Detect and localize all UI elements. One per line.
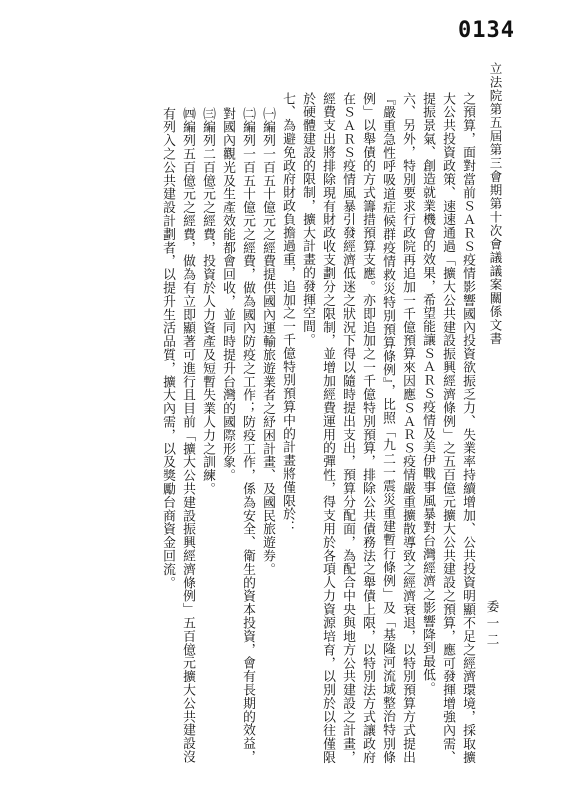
running-header-ref: 委一二 (485, 600, 500, 650)
paragraph-item-7: 七、為避免政府財政負擔過重，追加之一千億特別預算中的計畫將僅限於： (280, 92, 295, 535)
paragraph-subitem-1: ㈠編列一百五十億元之經費提供國內運輸旅遊業者之紓困計畫、及國民旅遊券。 (260, 107, 275, 577)
paragraph-subitem-3: ㈢編列二百億元之經費，投資於人力資產及短暫失業人力之訓練。 (200, 107, 215, 496)
running-header-title: 立法院第五屆第三會期第十次會議議案關係文書 (488, 62, 503, 346)
paragraph-item-6: 六、另外，特別要求行政院再追加一千億預算來因應ＳＡＲＳ疫情嚴重擴散導致之經濟衰退，以特別預算方式提出『嚴重急性呼吸道症候群疫情救災特別預算條例』，比照「九二一震災重建暫行條例」及「基隆河流域整治特別條例」以舉債的方式籌措預算支應。亦即追加之一千億特別預算，排除公共債務法之舉債上限，以特別法方式讓政府在ＳＡＲＳ疫情風暴引發經濟低迷之狀況下得以隨時提出支出，預算分配面，為配合中央與地方公共建設之計畫，經費支出將排除現有財政收支劃分之限制，並增加經費運用的彈性，得支用於各項人力資源培育，以別於以往僅限於硬體建設的限制，擴大計畫的發揮空間。 (300, 92, 415, 764)
paragraph-subitem-4: ㈣編列五百億元之經費，做為有立即顯著可進行且目前「擴大公共建設振興經濟條例」五百億元擴大公共建設沒有列入之公共建設計劃者，以提升生活品質，擴大內需，以及獎勵台商資金回流。 (160, 107, 195, 764)
paragraph-subitem-2: ㈡編列一百五十億元之經費，做為國內防疫之工作；防疫工作，係為安全、衛生的資本投資，會有長期的效益，對國內觀光及生產效能都會回收，並同時提升台灣的國際形象。 (220, 107, 255, 764)
document-body (37, 92, 477, 764)
paragraph-1: 之預算，面對當前ＳＡＲＳ疫情影響國內投資欲振乏力、失業率持續增加、公共投資明顯不足之經濟環境，採取擴大公共投資政策、速速通過「擴大公共建設振興經濟條例」之五百億元擴大公共建設之預算，應可發揮增強內需、提振景氣、創造就業機會的效果，希望能讓ＳＡＲＳ疫情及美伊戰事風暴對台灣經濟之影響降到最低。 (420, 92, 475, 764)
page-number: 0134 (458, 18, 515, 43)
